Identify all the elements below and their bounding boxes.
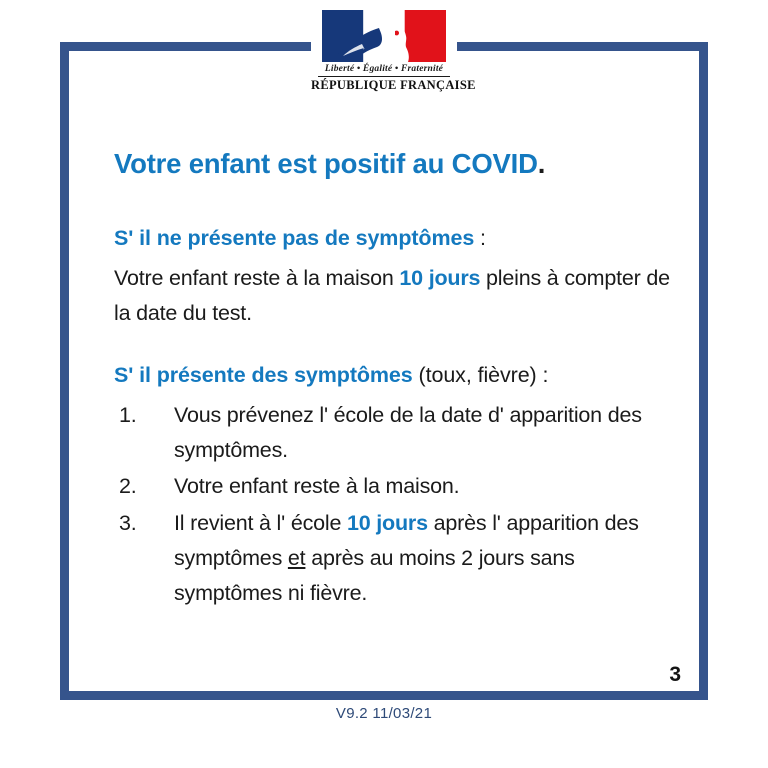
page-title-text: Votre enfant est positif au COVID xyxy=(114,148,538,179)
poster-content xyxy=(114,147,681,641)
list-item-number: 2. xyxy=(119,474,137,499)
poster-frame xyxy=(60,42,708,700)
section-no-symptoms-heading-text: S' il ne présente pas de symptômes xyxy=(114,226,475,250)
section-with-symptoms-heading xyxy=(114,361,681,390)
list-item-text: Il revient à l' école xyxy=(174,511,347,536)
list-item-text: Votre enfant reste à la maison. xyxy=(174,474,460,499)
page-number: 3 xyxy=(669,663,681,686)
body-text-before: Votre enfant reste à la maison xyxy=(114,266,400,291)
section-with-symptoms xyxy=(114,361,681,611)
logo-republic-text: RÉPUBLIQUE FRANÇAISE xyxy=(311,78,476,92)
marianne-tricolore-icon xyxy=(322,10,446,62)
list-item-text-end: après au moins 2 jours sans symptômes ni fièvre. xyxy=(174,546,575,605)
steps-list xyxy=(114,398,681,611)
page-title xyxy=(114,147,681,180)
list-item-number: 3. xyxy=(119,511,137,536)
section-no-symptoms-body xyxy=(114,261,681,331)
highlight-10-jours: 10 jours xyxy=(399,266,481,291)
republique-francaise-logo xyxy=(311,10,476,108)
underlined-et: et xyxy=(287,546,306,570)
logo-motto: Liberté • Égalité • Fraternité xyxy=(324,64,444,74)
list-item-text: Vous prévenez l' école de la date d' apparition des symptômes. xyxy=(174,402,642,462)
list-item-text-mid: après l' apparition des symptômes xyxy=(174,511,639,570)
section-no-symptoms-heading xyxy=(114,224,681,253)
logo-divider xyxy=(318,76,450,77)
section-with-symptoms-heading-suffix: (toux, fièvre) : xyxy=(412,362,549,387)
section-no-symptoms xyxy=(114,224,681,331)
version-footer: V9.2 11/03/21 xyxy=(335,705,433,722)
list-item-number: 1. xyxy=(119,402,137,427)
section-with-symptoms-heading-text: S' il présente des symptômes xyxy=(114,362,413,387)
list-item xyxy=(114,398,681,468)
highlight-10-jours: 10 jours xyxy=(347,511,428,536)
list-item xyxy=(114,506,681,610)
page-title-period: . xyxy=(537,148,546,179)
body-text-after: pleins à compter de la date du test. xyxy=(114,266,670,325)
section-no-symptoms-heading-suffix: : xyxy=(474,226,486,250)
list-item xyxy=(114,469,681,504)
